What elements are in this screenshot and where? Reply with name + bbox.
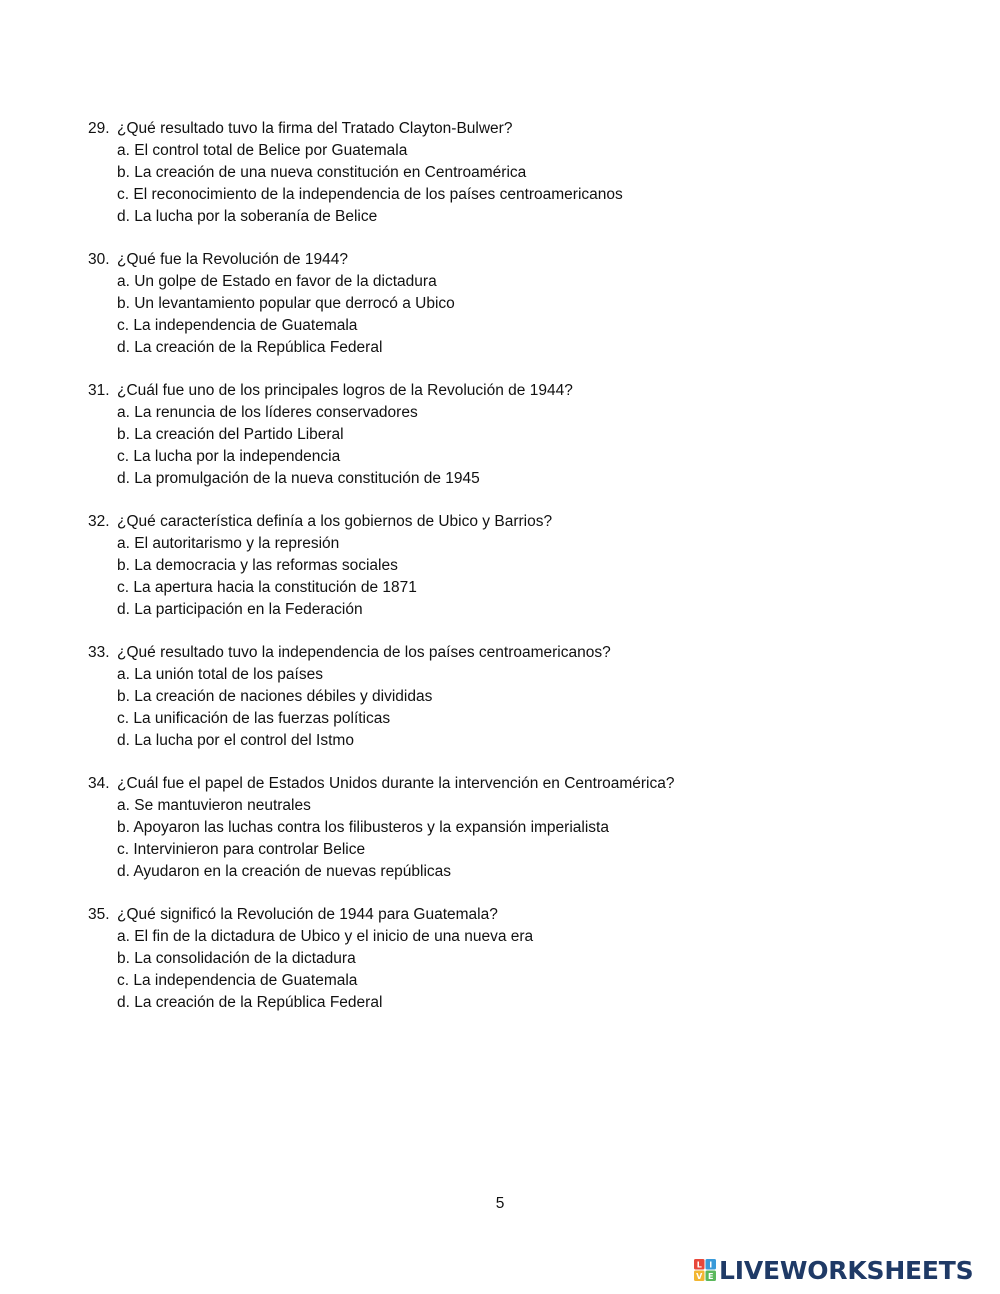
- answer-option: a. Se mantuvieron neutrales: [117, 797, 311, 814]
- answer-option: a. El autoritarismo y la represión: [117, 535, 340, 552]
- answer-option: d. La creación de la República Federal: [117, 339, 383, 356]
- answer-option: c. Intervinieron para controlar Belice: [117, 841, 366, 858]
- answer-option: c. El reconocimiento de la independencia de los países centroamericanos: [117, 186, 623, 203]
- question-text: ¿Qué resultado tuvo la firma del Tratado Clayton-Bulwer?: [117, 120, 513, 137]
- svg-text:E: E: [708, 1272, 714, 1281]
- question-block: [88, 380, 868, 490]
- answer-option: b. Apoyaron las luchas contra los filibusteros y la expansión imperialista: [117, 819, 609, 836]
- question-block: [88, 511, 868, 621]
- question-list: [88, 118, 868, 1035]
- question-text: ¿Qué resultado tuvo la independencia de los países centroamericanos?: [117, 644, 611, 661]
- question-line: [88, 380, 868, 402]
- page-number: 5: [495, 1195, 505, 1212]
- answer-option: b. La democracia y las reformas sociales: [117, 557, 398, 574]
- question-line: [88, 642, 868, 664]
- liveworksheets-brand: [694, 1255, 973, 1285]
- question-line: [88, 773, 868, 795]
- svg-text:L: L: [696, 1260, 702, 1270]
- answer-option: b. La creación de una nueva constitución en Centroamérica: [117, 164, 527, 181]
- answer-option: b. La creación de naciones débiles y divididas: [117, 688, 433, 705]
- question-number: 32.: [88, 513, 110, 530]
- question-block: [88, 249, 868, 359]
- answer-option: d. La lucha por el control del Istmo: [117, 732, 354, 749]
- answer-option: d. La participación en la Federación: [117, 601, 363, 618]
- answer-option: c. La independencia de Guatemala: [117, 972, 358, 989]
- answer-option: b. La consolidación de la dictadura: [117, 950, 356, 967]
- answer-option: b. Un levantamiento popular que derrocó a Ubico: [117, 295, 455, 312]
- answer-option: c. La unificación de las fuerzas políticas: [117, 710, 391, 727]
- question-line: [88, 904, 868, 926]
- answer-option: a. Un golpe de Estado en favor de la dictadura: [117, 273, 437, 290]
- answer-option: d. La creación de la República Federal: [117, 994, 383, 1011]
- question-line: [88, 249, 868, 271]
- question-text: ¿Qué característica definía a los gobiernos de Ubico y Barrios?: [117, 513, 553, 530]
- question-block: [88, 642, 868, 752]
- answer-option: a. La unión total de los países: [117, 666, 323, 683]
- question-line: [88, 118, 868, 140]
- answer-option: d. La lucha por la soberanía de Belice: [117, 208, 378, 225]
- question-number: 30.: [88, 251, 110, 268]
- question-number: 31.: [88, 382, 110, 399]
- answer-option: a. La renuncia de los líderes conservadores: [117, 404, 418, 421]
- liveworksheets-logo-icon: [694, 1259, 716, 1281]
- question-number: 34.: [88, 775, 110, 792]
- question-text: ¿Cuál fue uno de los principales logros de la Revolución de 1944?: [117, 382, 573, 399]
- svg-text:I: I: [709, 1260, 713, 1270]
- brand-name: LIVEWORKSHEETS: [719, 1255, 974, 1285]
- question-block: [88, 904, 868, 1014]
- answer-option: a. El fin de la dictadura de Ubico y el inicio de una nueva era: [117, 928, 534, 945]
- answer-option: d. Ayudaron en la creación de nuevas repúblicas: [117, 863, 452, 880]
- svg-text:V: V: [696, 1272, 703, 1281]
- answer-option: c. La apertura hacia la constitución de 1871: [117, 579, 417, 596]
- question-text: ¿Cuál fue el papel de Estados Unidos durante la intervención en Centroamérica?: [117, 775, 675, 792]
- question-block: [88, 773, 868, 883]
- question-block: [88, 118, 868, 228]
- question-number: 35.: [88, 906, 110, 923]
- answer-option: c. La independencia de Guatemala: [117, 317, 358, 334]
- question-number: 33.: [88, 644, 110, 661]
- question-number: 29.: [88, 120, 110, 137]
- question-text: ¿Qué fue la Revolución de 1944?: [117, 251, 348, 268]
- answer-option: a. El control total de Belice por Guatemala: [117, 142, 408, 159]
- answer-option: b. La creación del Partido Liberal: [117, 426, 344, 443]
- question-text: ¿Qué significó la Revolución de 1944 para Guatemala?: [117, 906, 498, 923]
- question-line: [88, 511, 868, 533]
- answer-option: c. La lucha por la independencia: [117, 448, 341, 465]
- answer-option: d. La promulgación de la nueva constitución de 1945: [117, 470, 480, 487]
